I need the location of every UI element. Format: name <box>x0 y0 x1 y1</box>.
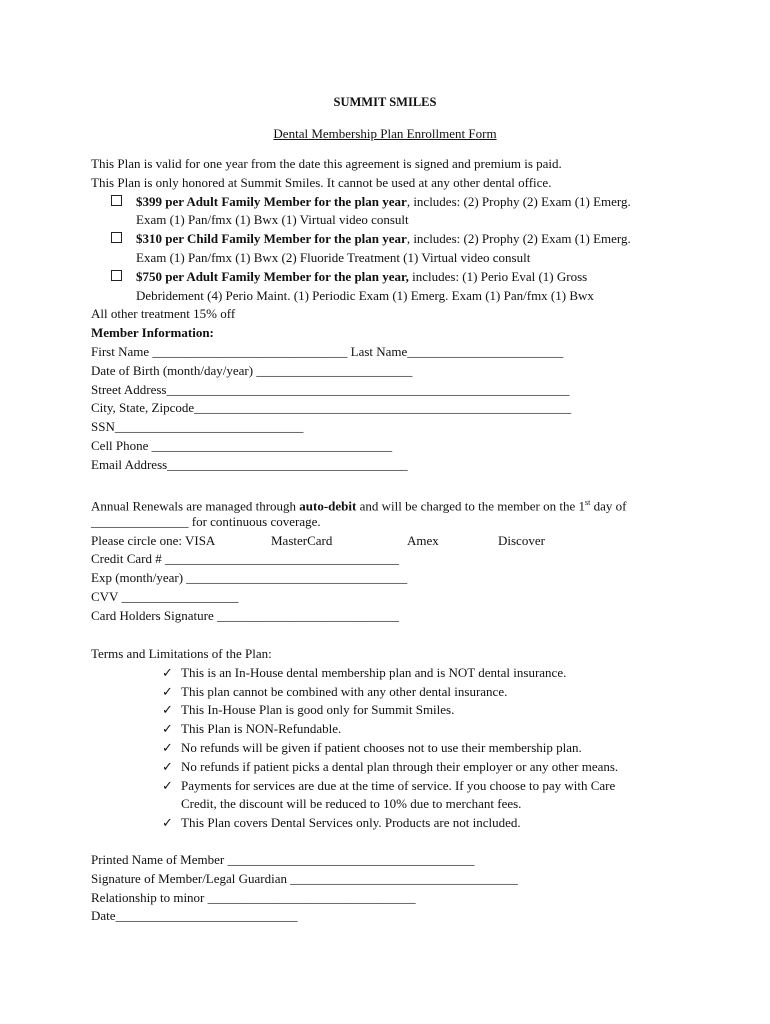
other-treatment-discount: All other treatment 15% off <box>91 306 236 322</box>
plan-option-child-310[interactable] <box>91 230 691 268</box>
term-text: This In-House Plan is good only for Summit Smiles. <box>181 702 455 718</box>
plan-price: $399 per Adult Family Member for the plan year <box>136 193 407 209</box>
printed-name-field[interactable]: Printed Name of Member ______________________________________ <box>91 852 475 867</box>
checkmark-icon: ✓ <box>162 815 173 831</box>
cell-phone-field[interactable]: Cell Phone _____________________________________ <box>91 437 393 453</box>
term-text: This Plan is NON-Refundable. <box>181 721 342 737</box>
street-address-field[interactable]: Street Address______________________________________________________________ <box>91 381 570 397</box>
term-item <box>91 720 691 739</box>
member-signature-field[interactable]: Signature of Member/Legal Guardian ___________________________________ <box>91 870 518 886</box>
member-info-heading-text: Member Information: <box>91 325 214 341</box>
term-item <box>91 701 691 720</box>
plan-includes-cont: Exam (1) Pan/fmx (1) Bwx (2) Fluoride Treatment (1) Virtual video consult <box>136 249 531 265</box>
card-holder-signature-field[interactable]: Card Holders Signature ____________________________ <box>91 607 400 623</box>
ssn-field[interactable]: SSN_____________________________ <box>91 419 304 435</box>
term-item <box>91 664 691 683</box>
term-item <box>91 739 691 758</box>
term-text: This is an In-House dental membership plan and is NOT dental insurance. <box>181 664 567 680</box>
checkbox-icon[interactable] <box>111 270 122 281</box>
checkmark-icon: ✓ <box>162 739 173 755</box>
intro-line-1: This Plan is valid for one year from the date this agreement is signed and premium is paid. <box>91 156 562 171</box>
plan-includes: , includes: (2) Prophy (2) Exam (1) Emerg. <box>406 231 631 247</box>
renewal-sup: st <box>585 498 591 507</box>
term-item <box>91 758 691 777</box>
plan-price: $310 per Child Family Member for the plan year <box>136 231 407 247</box>
term-text: Payments for services are due at the time of service. If you choose to pay with Care <box>181 777 616 793</box>
checkmark-icon: ✓ <box>162 683 173 699</box>
plan-includes: , includes: (2) Prophy (2) Exam (1) Emerg. <box>406 193 631 209</box>
date-field[interactable]: Date____________________________ <box>91 908 298 924</box>
checkmark-icon: ✓ <box>162 758 173 774</box>
checkmark-icon: ✓ <box>162 702 173 718</box>
checkbox-icon[interactable] <box>111 195 122 206</box>
cvv-field[interactable]: CVV __________________ <box>91 588 239 604</box>
payment-section <box>91 494 691 626</box>
plan-price: $750 per Adult Family Member for the plan year, <box>136 268 409 284</box>
term-item <box>91 777 691 796</box>
renewal-text <box>91 494 691 513</box>
plan-option-adult-750[interactable] <box>91 268 691 306</box>
term-text: No refunds if patient picks a dental plan through their employer or any other means. <box>181 758 619 774</box>
renewal-auto-debit: auto-debit <box>299 498 357 514</box>
term-item <box>91 814 691 833</box>
term-text: This plan cannot be combined with any other dental insurance. <box>181 683 508 699</box>
renewal-pre: Annual Renewals are managed through <box>91 498 300 514</box>
expiration-field[interactable]: Exp (month/year) __________________________________ <box>91 570 408 586</box>
member-info-heading <box>91 324 691 343</box>
intro-section <box>91 155 691 475</box>
checkmark-icon: ✓ <box>162 777 173 793</box>
card-option-mastercard[interactable]: MasterCard <box>271 532 333 548</box>
signoff-section <box>91 851 691 926</box>
plan-includes: includes: (1) Perio Eval (1) Gross <box>408 268 588 284</box>
term-text-cont: Credit, the discount will be reduced to 10% due to merchant fees. <box>181 796 522 812</box>
credit-card-field[interactable]: Credit Card # ____________________________________ <box>91 551 400 567</box>
term-text: This Plan covers Dental Services only. Products are not included. <box>181 815 521 831</box>
checkbox-icon[interactable] <box>111 232 122 243</box>
card-option-amex[interactable]: Amex <box>407 532 439 548</box>
dob-field[interactable]: Date of Birth (month/day/year) ________________________ <box>91 362 413 378</box>
plan-includes-cont: Debridement (4) Perio Maint. (1) Periodic Exam (1) Emerg. Exam (1) Pan/fmx (1) Bwx <box>136 287 594 303</box>
form-subtitle: Dental Membership Plan Enrollment Form <box>273 126 497 141</box>
plan-option-adult-399[interactable] <box>91 193 691 231</box>
renewal-day-field[interactable]: _______________ for continuous coverage. <box>91 513 321 529</box>
renewal-post: and will be charged to the member on the 1 <box>356 498 585 514</box>
name-field[interactable]: First Name ______________________________ Last Name________________________ <box>91 343 564 359</box>
renewal-end: day of <box>590 498 627 514</box>
checkmark-icon: ✓ <box>162 721 173 737</box>
terms-section <box>91 645 691 833</box>
city-state-zip-field[interactable]: City, State, Zipcode__________________________________________________________ <box>91 400 572 416</box>
card-option-discover[interactable]: Discover <box>498 532 545 548</box>
card-type-selector <box>91 532 691 551</box>
terms-heading: Terms and Limitations of the Plan: <box>91 646 272 661</box>
card-option-visa[interactable]: Please circle one: VISA <box>91 532 216 548</box>
page-title: SUMMIT SMILES <box>333 95 437 109</box>
plan-includes-cont: Exam (1) Pan/fmx (1) Bwx (1) Virtual video consult <box>136 212 409 228</box>
checkmark-icon: ✓ <box>162 664 173 680</box>
email-field[interactable]: Email Address_____________________________________ <box>91 456 408 472</box>
relationship-field[interactable]: Relationship to minor ________________________________ <box>91 889 416 905</box>
term-item <box>91 683 691 702</box>
term-text: No refunds will be given if patient chooses not to use their membership plan. <box>181 739 582 755</box>
intro-line-2: This Plan is only honored at Summit Smiles. It cannot be used at any other dental office. <box>91 174 552 190</box>
